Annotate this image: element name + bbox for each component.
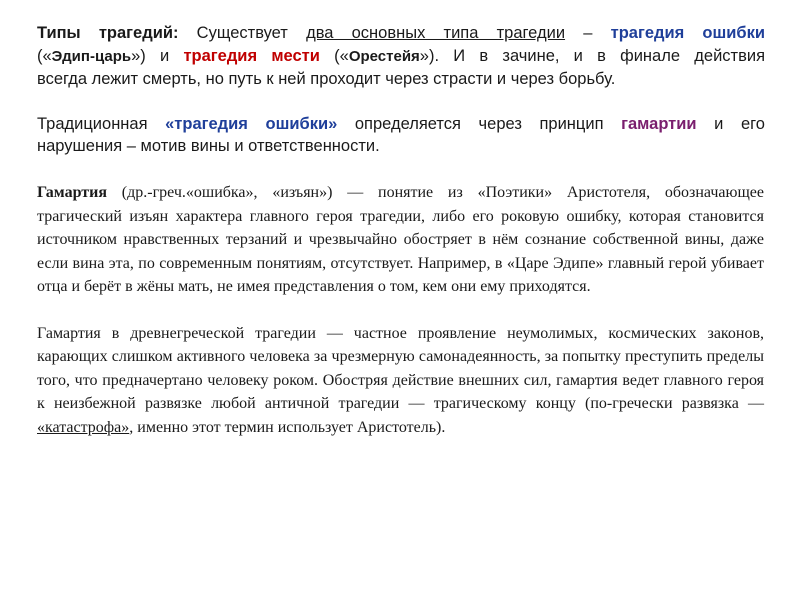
work-oedipus: Эдип-царь bbox=[51, 47, 132, 65]
paragraph-hamartia-tragedy: Гамартия в древнегреческой трагедии — частное проявление неумолимых, космических законов, карающих слишком активного человека за чрезмерную самонадеянность, за попытку преступить пределы того, что предначертано человеку роком. Обостряя действие внешних сил, гамартия ведет главного героя к неизбежной развязке любой античной трагедии — трагическому концу (по-гречески развязка — «катастрофа», именно этот термин использует Аристотель). bbox=[37, 324, 764, 436]
heading-types: Типы трагедий: bbox=[37, 24, 179, 42]
term-hamartia: гамартии bbox=[621, 114, 697, 133]
paragraph-hamartia-principle: Традиционная «трагедия ошибки» определяется через принцип гамартии и его bbox=[37, 114, 765, 133]
underlined-phrase: два основных типа трагедии bbox=[306, 24, 566, 42]
paragraph-types: Типы трагедий: Существует два основных типа трагедии – трагедия ошибки bbox=[37, 24, 765, 42]
catastrophe-link[interactable]: «катастрофа» bbox=[37, 418, 130, 436]
term-error-tragedy-quoted: «трагедия ошибки» bbox=[165, 114, 338, 133]
term-revenge-tragedy: трагедия мести bbox=[183, 46, 320, 65]
definition-block bbox=[37, 181, 764, 439]
term-error-tragedy: трагедия ошибки bbox=[610, 24, 765, 42]
term-hamartia-bold: Гамартия bbox=[37, 184, 107, 201]
intro-block: Типы трагедий: Существует два основных типа трагедии – трагедия ошибки («Эдип-царь») и трагедия мести («Орестейя»). И в зачине, и в финале действия всегда лежит смерть, но путь к ней проходит через страсти и через борьбу. Традиционная «трагедия ошибки» определяется через принцип гамартии и его нарушения – мотив вины и ответственности. bbox=[37, 24, 766, 155]
paragraph-hamartia-definition: Гамартия (др.-греч.«ошибка», «изъян») — понятие из «Поэтики» Аристотеля, обозначающее трагический изъян характера главного героя трагедии, либо его роковую ошибку, которая становится источником нравственных терзаний и чрезвычайно обостряет в нём сознание собственной вины, даже если вина эта, по современным понятиям, отсутствует. Например, в «Царе Эдипе» главный герой убивает отца и берёт в жёны мать, не имея представления о том, кем они ему приходятся. bbox=[37, 184, 764, 295]
work-oresteia: Орестейя bbox=[348, 47, 420, 65]
